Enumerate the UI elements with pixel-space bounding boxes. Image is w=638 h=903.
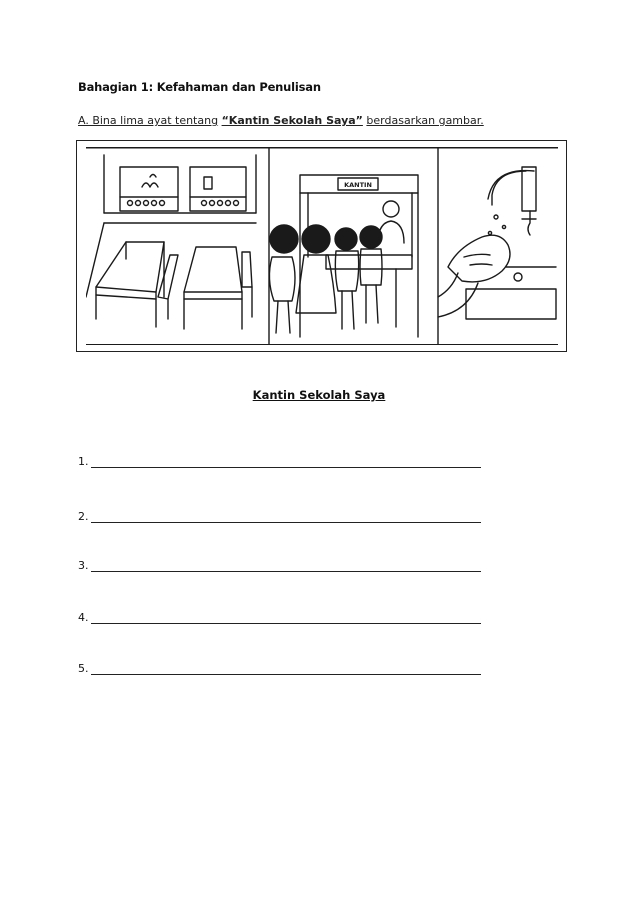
instruction xyxy=(78,114,484,127)
answer-blank[interactable] xyxy=(91,561,481,572)
answer-line-3[interactable] xyxy=(78,559,481,572)
answer-line-2[interactable] xyxy=(78,510,481,523)
panel-washing-hands xyxy=(438,167,556,319)
instruction-topic: “Kantin Sekolah Saya” xyxy=(221,114,363,127)
answer-number: 2. xyxy=(78,510,89,523)
answer-blank[interactable] xyxy=(91,664,481,675)
answer-number: 1. xyxy=(78,455,89,468)
answer-blank[interactable] xyxy=(91,512,481,523)
answer-blank[interactable] xyxy=(91,457,481,468)
instruction-prefix: A. Bina lima ayat tentang xyxy=(78,114,219,127)
worksheet-title: Kantin Sekolah Saya xyxy=(252,388,386,402)
answer-line-4[interactable] xyxy=(78,611,481,624)
answer-blank[interactable] xyxy=(91,613,481,624)
answer-number: 3. xyxy=(78,559,89,572)
canteen-illustration xyxy=(86,147,558,345)
picture-frame xyxy=(76,140,567,352)
answer-number: 5. xyxy=(78,662,89,675)
section-title: Bahagian 1: Kefahaman dan Penulisan xyxy=(78,80,321,94)
answer-line-5[interactable] xyxy=(78,662,481,675)
panel-canteen-tables xyxy=(86,155,256,329)
canteen-sign-text: KANTIN xyxy=(344,181,372,189)
panel-canteen-queue xyxy=(269,175,418,337)
instruction-suffix: berdasarkan gambar. xyxy=(366,114,484,127)
answer-line-1[interactable] xyxy=(78,455,481,468)
answer-number: 4. xyxy=(78,611,89,624)
